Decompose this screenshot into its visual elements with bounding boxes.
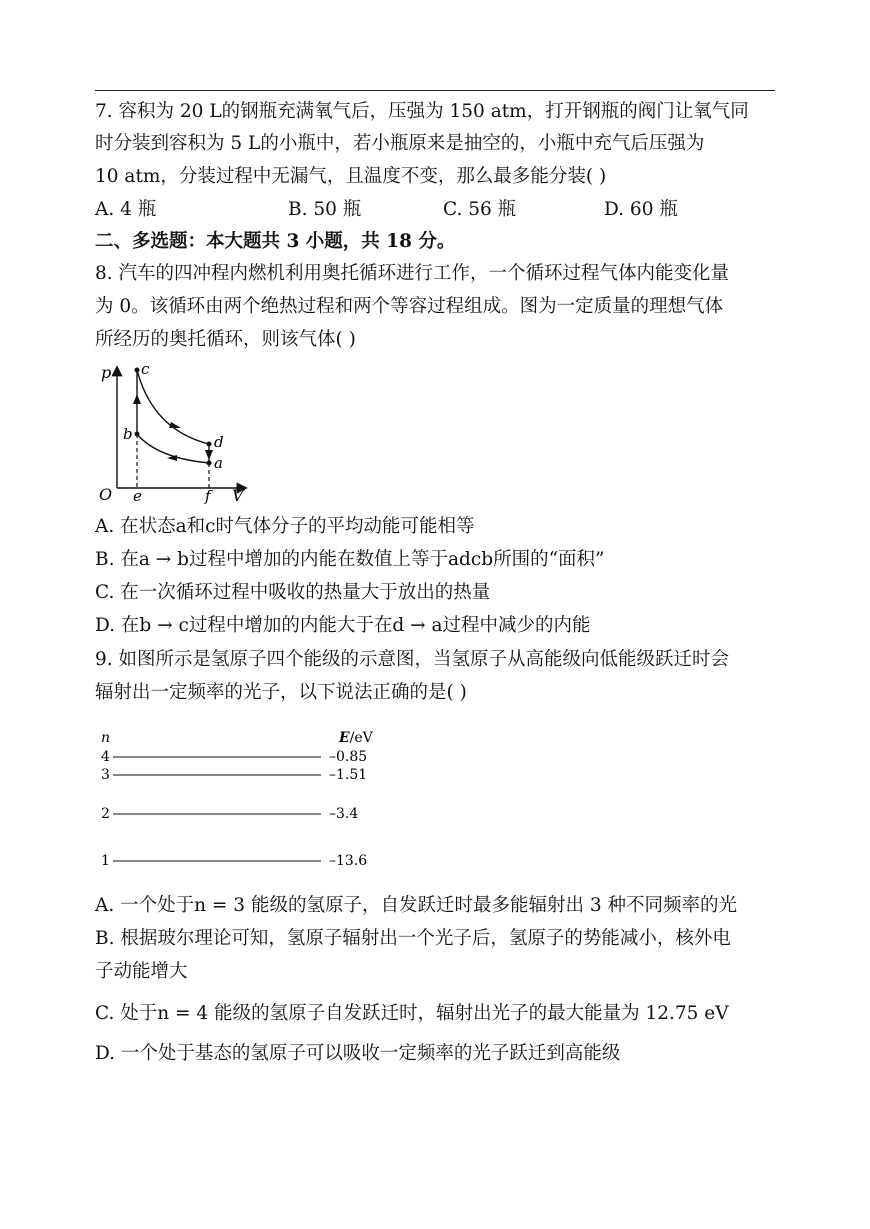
level-2-n: 2: [101, 806, 110, 822]
fig-origin: O: [99, 485, 113, 504]
header-rule: [95, 90, 775, 91]
energy-level-diagram: [95, 720, 395, 875]
q9-line-2: 辐射出一定频率的光子，以下说法正确的是( ): [95, 682, 467, 703]
q9-option-c: C. 处于n = 4 能级的氢原子自发跃迁时，辐射出光子的最大能量为 12.75 eV: [95, 1003, 729, 1024]
q8-option-d: D. 在b → c过程中增加的内能大于在d → a过程中减少的内能: [95, 615, 591, 636]
q7-line-3: 10 atm，分装过程中无漏气，且温度不变，那么最多能分装( ): [95, 166, 607, 187]
fig-label-b: b: [123, 425, 133, 443]
q7-option-b: B. 50 瓶: [288, 199, 362, 220]
q7-option-d: D. 60 瓶: [604, 199, 678, 220]
level-2-e: –3.4: [329, 806, 359, 822]
fig-label-a: a: [214, 454, 223, 472]
fig-tick-e: e: [133, 487, 142, 505]
level-1-e: –13.6: [329, 853, 368, 869]
q7-option-c: C. 56 瓶: [443, 199, 517, 220]
q8-line-3: 所经历的奥托循环，则该气体( ): [95, 329, 356, 350]
otto-cycle-figure: [95, 360, 260, 505]
q9-option-b-cont: 子动能增大: [95, 961, 188, 982]
q8-option-b: B. 在a → b过程中增加的内能在数值上等于adcb所围的“面积”: [95, 549, 605, 570]
level-4-n: 4: [101, 749, 110, 765]
q8-option-c: C. 在一次循环过程中吸收的热量大于放出的热量: [95, 582, 491, 603]
q8-line-2: 为 0。该循环由两个绝热过程和两个等容过程组成。图为一定质量的理想气体: [95, 296, 724, 317]
q9-option-b: B. 根据玻尔理论可知，氢原子辐射出一个光子后，氢原子的势能减小，核外电: [95, 928, 731, 949]
fig-tick-f: f: [205, 487, 211, 505]
q7-line-1: 7. 容积为 20 L的钢瓶充满氧气后，压强为 150 atm，打开钢瓶的阀门让氧气同: [95, 101, 749, 122]
section-title: 二、多选题：本大题共 3 小题，共 18 分。: [95, 231, 456, 252]
level-3-e: –1.51: [329, 767, 368, 783]
q7-line-2: 时分装到容积为 5 L的小瓶中，若小瓶原来是抽空的，小瓶中充气后压强为: [95, 133, 705, 154]
level-4-e: –0.85: [329, 749, 368, 765]
fig-label-c: c: [141, 360, 150, 378]
fig-xlabel: V: [232, 486, 244, 505]
q8-line-1: 8. 汽车的四冲程内燃机利用奥托循环进行工作，一个循环过程气体内能变化量: [95, 263, 730, 284]
level-n-header: n: [101, 730, 111, 746]
q9-option-a: A. 一个处于n = 3 能级的氢原子，自发跃迁时最多能辐射出 3 种不同频率的光: [95, 895, 737, 916]
level-e-header: E/eV: [339, 730, 373, 746]
fig-ylabel: p: [101, 363, 112, 382]
q8-option-a: A. 在状态a和c时气体分子的平均动能可能相等: [95, 516, 475, 537]
level-3-n: 3: [101, 767, 110, 783]
fig-label-d: d: [214, 433, 224, 451]
q9-option-d: D. 一个处于基态的氢原子可以吸收一定频率的光子跃迁到高能级: [95, 1043, 621, 1064]
level-1-n: 1: [101, 853, 110, 869]
q7-option-a: A. 4 瓶: [95, 199, 157, 220]
q9-line-1: 9. 如图所示是氢原子四个能级的示意图，当氢原子从高能级向低能级跃迁时会: [95, 649, 730, 670]
